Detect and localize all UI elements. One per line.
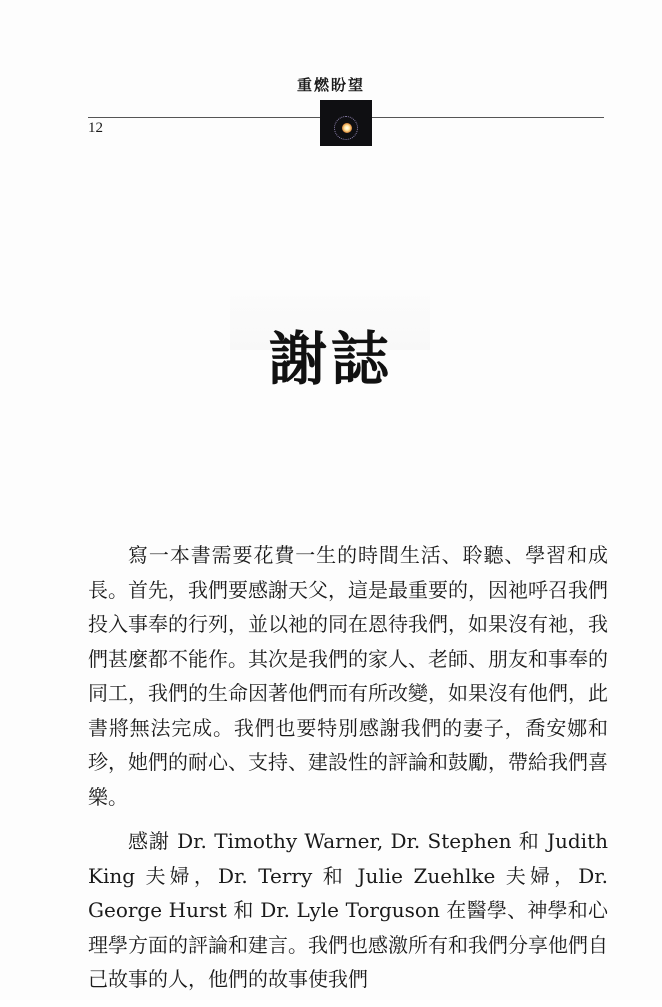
logo-light-icon <box>342 123 352 133</box>
section-title: 謝誌 <box>268 325 393 393</box>
paragraph-2: 感謝 Dr. Timothy Warner, Dr. Stephen 和 Judith King 夫婦，Dr. Terry 和 Julie Zuehlke 夫婦，Dr. George Hurst 和 Dr. Lyle Torguson 在醫學、神學和心理學方面的評論和建言。我們也感激所有和我們分享他們自己故事的人，他們的故事使我們 <box>88 829 608 991</box>
body-text <box>88 538 608 1007</box>
paragraph-1: 寫一本書需要花費一生的時間生活、聆聽、學習和成長。首先，我們要感謝天父，這是最重要的，因祂呼召我們投入事奉的行列，並以祂的同在恩待我們，如果沒有祂，我們甚麼都不能作。其次是我們的家人、老師、朋友和事奉的同工，我們的生命因著他們而有所改變，如果沒有他們，此書將無法完成。我們也要特別感謝我們的妻子，喬安娜和珍，她們的耐心、支持、建設性的評論和鼓勵，帶給我們喜樂。 <box>88 543 608 809</box>
running-title: 重燃盼望 <box>296 76 365 94</box>
header-rule-right <box>372 117 604 118</box>
header-logo-image <box>320 100 372 146</box>
header-rule-left <box>88 117 320 118</box>
page-number: 12 <box>88 120 103 136</box>
